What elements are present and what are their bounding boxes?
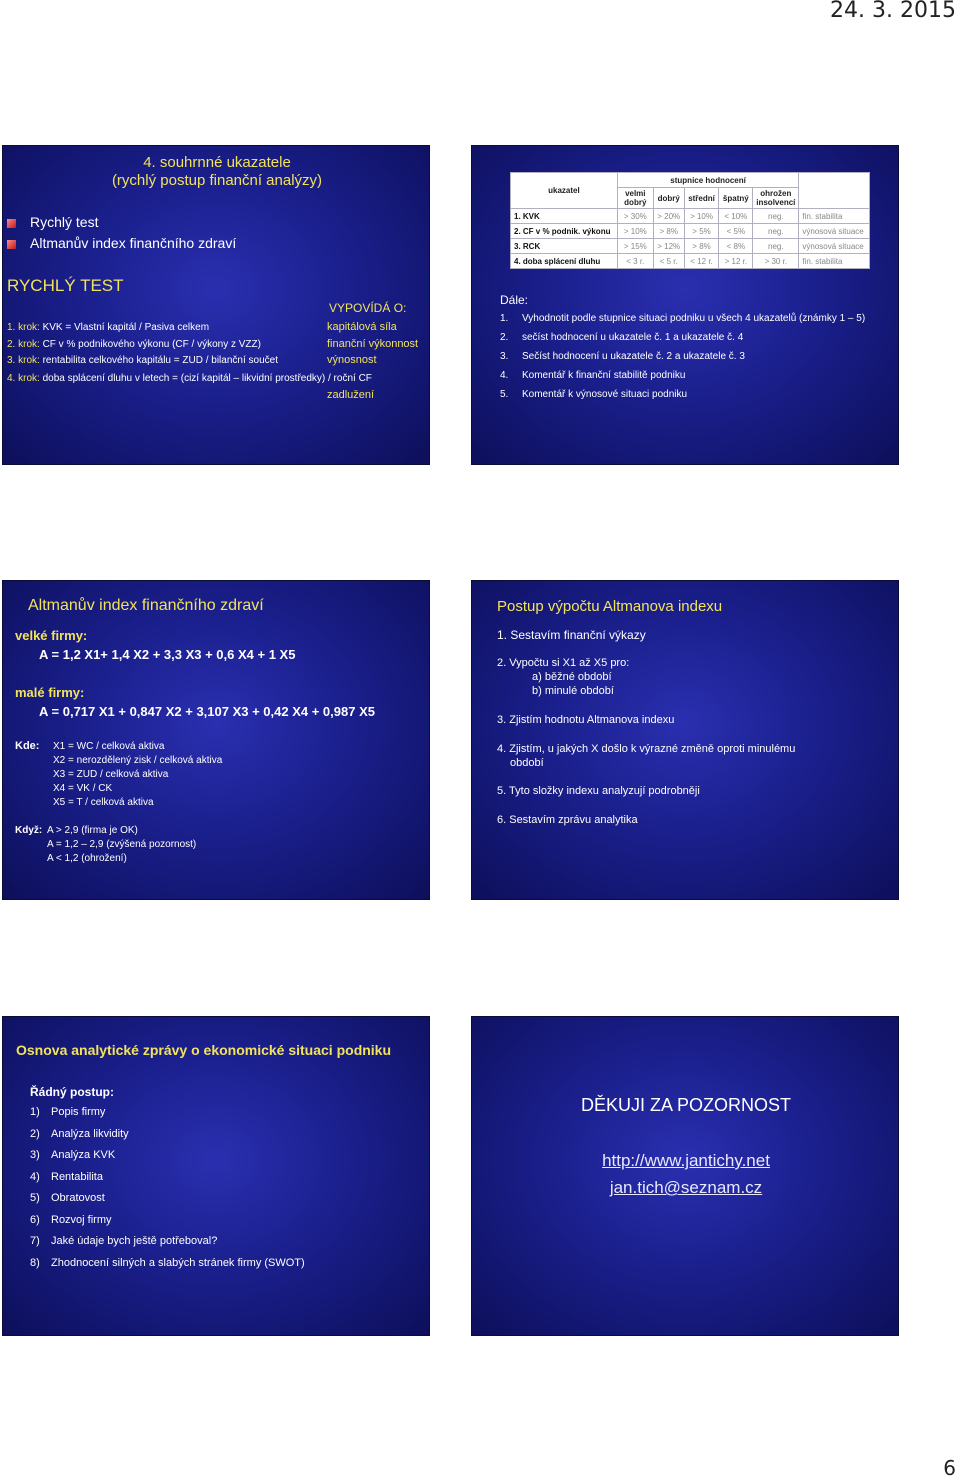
item-text: Rentabilita (51, 1171, 103, 1183)
slide-altman-index (2, 580, 430, 900)
header-date: 24. 3. 2015 (830, 0, 956, 23)
cell: > 5% (684, 224, 719, 239)
list-item-text: Vyhodnotit podle stupnice situaci podniku u všech 4 ukazatelů (známky 1 – 5) (522, 313, 866, 324)
step-subitem: a) běžné období (532, 671, 612, 683)
condition: A = 1,2 – 2,9 (zvýšená pozornost) (47, 839, 197, 850)
outline-item (30, 1235, 217, 1247)
step-item: 5. Tyto složky indexu analyzují podrobněji (497, 785, 700, 797)
step-row (7, 373, 372, 384)
cell: < 3 r. (617, 254, 653, 269)
bullet-text: Rychlý test (30, 214, 99, 230)
step-item: 3. Zjistím hodnotu Altmanova indexu (497, 714, 675, 726)
website-link[interactable]: http://www.jantichy.net (602, 1151, 770, 1170)
step-item-cont: období (510, 757, 544, 769)
cell: < 12 r. (684, 254, 719, 269)
col-header: špatný (719, 188, 753, 209)
list-item-text: Sečíst hodnocení u ukazatele č. 2 a ukazatele č. 3 (522, 351, 745, 362)
thanks-text: DĚKUJI ZA POZORNOST (580, 1095, 792, 1115)
cell: > 30 r. (753, 254, 799, 269)
item-text: Rozvoj firmy (51, 1214, 112, 1226)
kde-label: Kde: (15, 740, 40, 752)
group-header: stupnice hodnocení (617, 173, 799, 188)
step-label: 2. krok: (7, 339, 40, 350)
col-header: dobrý (653, 188, 684, 209)
cell: < 5 r. (653, 254, 684, 269)
email-link[interactable]: jan.tich@seznam.cz (609, 1178, 763, 1197)
item-num: 2) (30, 1128, 40, 1140)
slide-title: Osnova analytické zprávy o ekonomické situaci podniku (16, 1042, 392, 1058)
item-num: 4) (30, 1171, 40, 1183)
item-num: 5) (30, 1192, 40, 1204)
step-item: 1. Sestavím finanční výkazy (497, 628, 646, 642)
list-item-text: Komentář k výnosové situaci podniku (522, 389, 688, 400)
list-item: 4. Komentář k finanční stabilitě podniku (500, 370, 686, 381)
step-item: 6. Sestavím zprávu analytika (497, 814, 638, 826)
step-row (7, 322, 209, 333)
step-item: 2. Vypočtu si X1 až X5 pro: (497, 657, 630, 669)
row-name: 4. doba splácení dluhu (511, 254, 618, 269)
outline-item (30, 1128, 129, 1140)
item-text: Zhodnocení silných a slabých stránek firmy (SWOT) (51, 1257, 305, 1269)
small-firms-formula: A = 0,717 X1 + 0,847 X2 + 3,107 X3 + 0,42 X4 + 0,987 X5 (39, 704, 375, 719)
square-bullet-icon (7, 240, 16, 249)
cell: > 10% (617, 224, 653, 239)
step-text: CF v % podnikového výkonu (CF / výkony z VZZ) (42, 339, 261, 350)
outline-item (30, 1257, 305, 1269)
vypovida-label: VYPOVÍDÁ O: (329, 301, 407, 315)
item-text: Popis firmy (51, 1106, 106, 1118)
item-num: 8) (30, 1257, 40, 1269)
outline-item (30, 1106, 105, 1118)
cell: > 12% (653, 239, 684, 254)
col-ukazatel-header: ukazatel (511, 173, 618, 209)
step-label: 3. krok: (7, 355, 40, 366)
step-subitem: b) minulé období (532, 685, 614, 697)
cell: < 10% (719, 209, 753, 224)
item-num: 6) (30, 1214, 40, 1226)
row-name: 3. RCK (511, 239, 618, 254)
kdyz-label: Když: (15, 825, 43, 836)
col-header: velmi dobrý (617, 188, 653, 209)
definition: X4 = VK / CK (53, 783, 113, 794)
rating-scale-table (510, 172, 870, 269)
item-text: Analýza likvidity (51, 1128, 129, 1140)
item-text: Analýza KVK (51, 1149, 116, 1161)
subtitle: Řádný postup: (30, 1085, 114, 1099)
step-label: 1. krok: (7, 322, 40, 333)
slide-stupnice-hodnoceni (471, 145, 899, 465)
step-text: rentabilita celkového kapitálu = ZUD / bilanční součet (42, 355, 278, 366)
square-bullet-icon (7, 219, 16, 228)
item-text: Jaké údaje bych ještě potřeboval? (51, 1235, 218, 1247)
list-item: 1. Vyhodnotit podle stupnice situaci podniku u všech 4 ukazatelů (známky 1 – 5) (500, 313, 866, 324)
slide-title-line2: (rychlý postup finanční analýzy) (111, 172, 323, 189)
slide-title-line1: 4. souhrnné ukazatele (143, 154, 291, 171)
row-name: 1. KVK (511, 209, 618, 224)
bullet-item (7, 214, 98, 230)
note-col-header (799, 173, 870, 209)
slide-dekuji (471, 1016, 899, 1336)
outline-item (30, 1171, 103, 1183)
cell: neg. (753, 209, 799, 224)
outline-item (30, 1192, 105, 1204)
list-item-text: sečíst hodnocení u ukazatele č. 1 a ukazatele č. 4 (522, 332, 744, 343)
dale-label: Dále: (500, 293, 529, 307)
row-name: 2. CF v % podnik. výkonu (511, 224, 618, 239)
row-note: fin. stabilita (799, 254, 870, 269)
step-text: KVK = Vlastní kapitál / Pasiva celkem (42, 322, 210, 333)
condition: A > 2,9 (firma je OK) (47, 825, 138, 836)
bullet-item (7, 235, 236, 251)
step-row (7, 355, 278, 366)
list-item: 2. sečíst hodnocení u ukazatele č. 1 a ukazatele č. 4 (500, 332, 744, 343)
section-title: RYCHLÝ TEST (7, 276, 124, 295)
definition: X5 = T / celková aktiva (53, 797, 154, 808)
list-item: 5. Komentář k výnosové situaci podniku (500, 389, 688, 400)
row-note: výnosová situace (799, 239, 870, 254)
item-text: Obratovost (51, 1192, 105, 1204)
step-meaning: finanční výkonnost (327, 338, 419, 350)
cell: > 8% (653, 224, 684, 239)
cell: > 8% (684, 239, 719, 254)
definition: X2 = nerozdělený zisk / celková aktiva (53, 755, 223, 766)
definition: X1 = WC / celková aktiva (53, 741, 165, 752)
slide-title: Postup výpočtu Altmanova indexu (497, 598, 723, 615)
step-row (7, 339, 261, 350)
cell: > 15% (617, 239, 653, 254)
slide-title: Altmanův index finančního zdraví (28, 597, 264, 614)
outline-item (30, 1149, 115, 1161)
table-row (511, 254, 870, 269)
big-firms-formula: A = 1,2 X1+ 1,4 X2 + 3,3 X3 + 0,6 X4 + 1 X5 (39, 647, 296, 662)
item-num: 3) (30, 1149, 40, 1161)
col-header: střední (684, 188, 719, 209)
list-item: 3. Sečíst hodnocení u ukazatele č. 2 a ukazatele č. 3 (500, 351, 745, 362)
cell: > 12 r. (719, 254, 753, 269)
cell: neg. (753, 239, 799, 254)
cell: < 5% (719, 224, 753, 239)
definition: X3 = ZUD / celková aktiva (53, 769, 169, 780)
item-num: 7) (30, 1235, 40, 1247)
step-label: 4. krok: (7, 373, 40, 384)
row-note: výnosová situace (799, 224, 870, 239)
cell: > 30% (617, 209, 653, 224)
cell: < 8% (719, 239, 753, 254)
step-meaning: zadlužení (327, 389, 375, 401)
bullet-text: Altmanův index finančního zdraví (30, 235, 237, 251)
cell: neg. (753, 224, 799, 239)
small-firms-label: malé firmy: (15, 685, 85, 700)
row-note: fin. stabilita (799, 209, 870, 224)
item-num: 1) (30, 1106, 40, 1118)
slide-souhrnne-ukazatele (2, 145, 430, 465)
table-row (511, 209, 870, 224)
page-number: 6 (943, 1456, 956, 1480)
outline-item (30, 1214, 112, 1226)
cell: > 10% (684, 209, 719, 224)
condition: A < 1,2 (ohrožení) (47, 853, 127, 864)
cell: > 20% (653, 209, 684, 224)
list-item-text: Komentář k finanční stabilitě podniku (522, 370, 686, 381)
slide-osnova-zpravy (2, 1016, 430, 1336)
table-header-row (511, 173, 870, 188)
step-meaning: kapitálová síla (327, 321, 397, 333)
big-firms-label: velké firmy: (15, 628, 88, 643)
table-row (511, 224, 870, 239)
col-header: ohrožen insolvencí (753, 188, 799, 209)
table-row (511, 239, 870, 254)
step-text: doba splácení dluhu v letech = (cizí kapitál – likvidní prostředky) / roční CF (42, 373, 372, 384)
step-item: 4. Zjistím, u jakých X došlo k výrazné změně oproti minulému (497, 743, 796, 755)
slide-postup-vypoctu (471, 580, 899, 900)
step-meaning: výnosnost (327, 354, 377, 366)
